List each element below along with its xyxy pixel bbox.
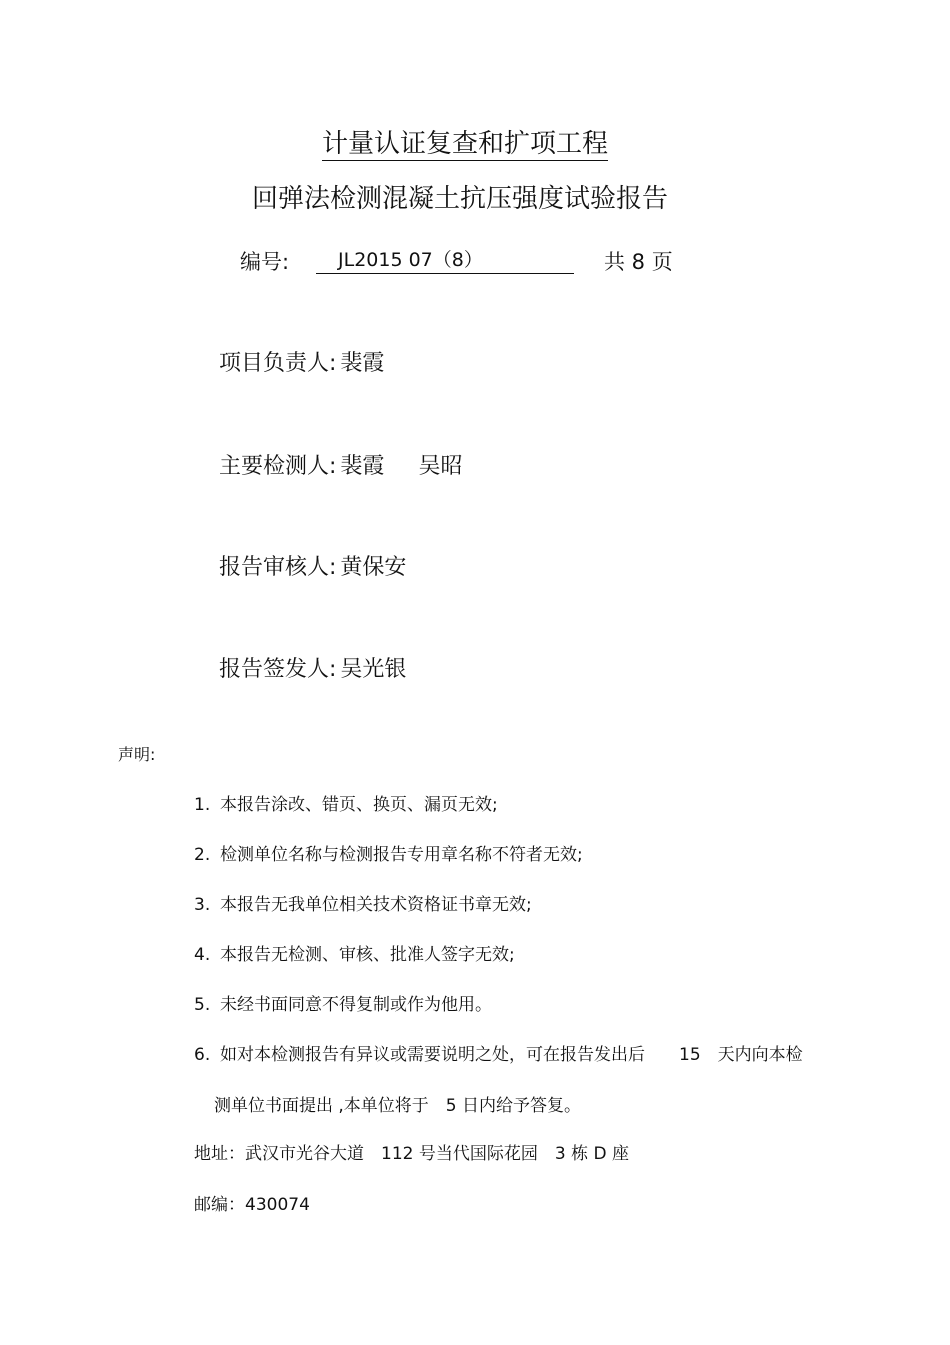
report-title-line2: 回弹法检测混凝土抗压强度试验报告 <box>251 184 668 214</box>
project-leader-name: 裴霞 <box>340 351 385 376</box>
declaration-item-number: 5. <box>194 995 211 1015</box>
declaration-item <box>194 893 532 917</box>
postcode-line: 邮编：430074 <box>194 1195 310 1215</box>
report-reviewer-label: 报告审核人: <box>219 555 337 580</box>
serial-number-row <box>240 247 673 277</box>
serial-label: 编号: <box>240 250 290 274</box>
declaration-item <box>194 943 515 967</box>
main-inspector-name-2: 吴昭 <box>418 454 463 479</box>
report-title-line1-text: 计量认证复查和扩项工程 <box>321 129 608 159</box>
page-count: 共 8 页 <box>604 250 673 274</box>
declaration-item <box>194 793 498 817</box>
declaration-item-text: 未经书面同意不得复制或作为他用。 <box>220 995 492 1015</box>
declaration-item-number: 2. <box>194 845 211 865</box>
declaration-item-number: 1. <box>194 795 211 815</box>
report-issuer-label: 报告签发人: <box>219 657 337 682</box>
declaration-label: 声明: <box>118 745 156 764</box>
declaration-item-text: 本报告无我单位相关技术资格证书章无效; <box>220 895 532 915</box>
serial-value-field <box>316 247 574 274</box>
declaration-item <box>194 993 492 1017</box>
declaration-item-number: 3. <box>194 895 211 915</box>
declaration-item-number: 4. <box>194 945 211 965</box>
declaration-item-number: 6. <box>194 1045 211 1065</box>
report-issuer-name: 吴光银 <box>340 657 407 682</box>
declaration-item-text: 如对本检测报告有异议或需要说明之处，可在报告发出后 15 天内向本检 <box>220 1045 803 1065</box>
declaration-item-continuation: 测单位书面提出 ,本单位将于 5 日内给予答复。 <box>214 1096 582 1116</box>
report-title-line1 <box>0 126 930 162</box>
main-inspector-row <box>219 452 462 482</box>
project-leader-row <box>219 349 384 379</box>
main-inspector-name-1: 裴霞 <box>340 454 385 479</box>
report-reviewer-row <box>219 553 406 583</box>
serial-value: JL2015 07（8） <box>338 249 483 271</box>
project-leader-label: 项目负责人: <box>219 351 337 376</box>
declaration-item <box>194 1043 803 1067</box>
declaration-item-text: 检测单位名称与检测报告专用章名称不符者无效; <box>220 845 583 865</box>
report-reviewer-name: 黄保安 <box>340 555 407 580</box>
declaration-item-text: 本报告涂改、错页、换页、漏页无效; <box>220 795 498 815</box>
address-line: 地址：武汉市光谷大道 112 号当代国际花园 3 栋 D 座 <box>194 1144 629 1164</box>
declaration-item <box>194 843 583 867</box>
main-inspector-label: 主要检测人: <box>219 454 337 479</box>
declaration-item-text: 本报告无检测、审核、批准人签字无效; <box>220 945 515 965</box>
report-issuer-row <box>219 655 406 685</box>
